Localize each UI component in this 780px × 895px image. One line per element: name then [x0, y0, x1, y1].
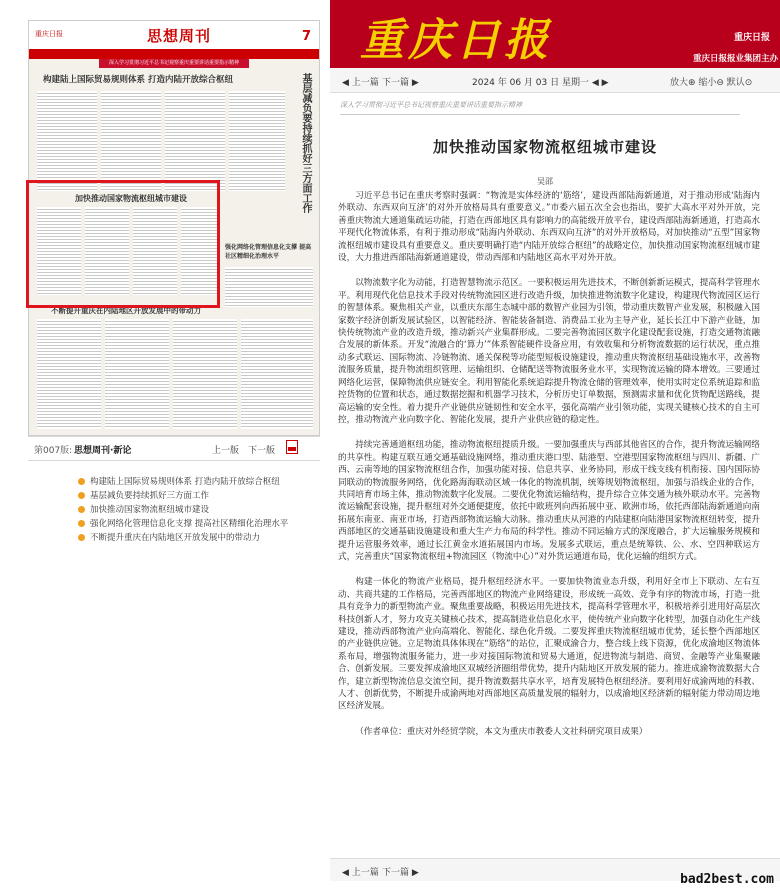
- thumb-section-title: 思想周刊: [147, 27, 212, 45]
- publisher-label: 重庆日报报业集团主办: [692, 54, 778, 64]
- thumb-column: [37, 91, 97, 191]
- edition-row: [34, 440, 320, 458]
- article-paragraph: 持续完善通道枢纽功能，推动物流枢纽提质升级。一要加强重庆与西部其他省区的合作，提升物流运输网络的共享性。构建互联互通交通基础设施网络，推动重庆港口型、陆港型、空港型国家物流枢纽与四川、新疆、广西、云南等地的国家物流枢纽合作，加强功能对接、信息共享、业务协同，形成干线支线有机衔接、国内国际协同联动的物流服务网络，优化路海海联动区域一体化的物流机制，统筹规划物流枢纽，加强与沿线企业的合作，共同培育市场主体，推动物流数字化发展。二要优化物流运输结构，提升综合立体交通为核外联动水平。完善物流运输配套设施，提升枢纽对外交通便捷度，依托中欧班列向西拓展中亚、欧洲市场，依托西部陆海新通道向南拓展东南亚、南亚市场，打造西部物流运输大动脉。推动重庆从河港的内陆建枢向陆港国家物流枢纽转变，提升西部地区的交通基础设施建设和重大生产力布局的科学性。推动不同运输方式的深度融合，扩大运输服务规模和提升运营服务效率，通过长江黄金水道拓展国内市场。发展多式联运，重点是统筹铁、公、水、空四种联运方式，完善重庆“国家物流枢纽+物流园区（物流中心）”对外货运通道布局，优化运输的组织方式。: [338, 440, 760, 562]
- article-link[interactable]: 加快推动国家物流枢纽城市建设: [90, 505, 210, 515]
- prev-article-link[interactable]: ◀ 上一篇: [342, 78, 379, 88]
- top-navbar: [330, 68, 780, 93]
- list-item[interactable]: [78, 476, 318, 488]
- thumb-headline-top: 构建陆上国际贸易规则体系 打造内陆开放综合枢纽: [43, 75, 233, 85]
- article-paragraph: 以物流数字化为动能，打造智慧物流示范区。一要积极运用先进技术，不断创新新运模式，提高科学管理水平。利用现代化信息技术手段对传统物流园区进行改造升级，加快推进物流数字化建设，构建现代物流园区运行的智慧体系。聚焦相关产业，以重庆东部生态城中部的数智产业园为引领，带动重庆数智产业发展，积极融入国家数字经济创新发展试验区，以智能经济、智能装备制造、消费品工业为主导产业，延长长江中下游产业链，加快传统物流产业的改造升级，推动新兴产业集群形成。二要完善物流园区数字化建设配套设施，打造交通物流融合发展的新体系。开发“流融合的‘算力’”体系智能硬件设备应用，有效收集和分析物流数据的运行状况，重点推动多式联运、国际物流、冷链物流、通关保税等功能型短板设施建设，推动重庆物流枢纽基础设施水平，改善物流服务质量，提升物流组织管理、运输组织、仓储配送等物流服务业水平，实现物流运输的降本增效。三要通过网络化运营，保障物流供应链安全。利用智能化系统追踪提升物流仓储的管理效率，使用实时定位系统追踪和监控货物的位置和状态，通过数据挖掘和机器学习技术，分析历史订单数据，预测需求量和优化货物配送路线，提高运输的安全性。着力提升产业链供应链韧性和安全水平，强化高端产业引领功能，实现关键核心技术的自主可控，推动物流产业向数字化、智能化发展，提升产业供应链的稳定性。: [338, 278, 760, 425]
- thumb-column: [37, 319, 101, 429]
- watermark: bad2best.com: [680, 872, 774, 887]
- article-author: 吴邵: [537, 177, 553, 186]
- next-article-link[interactable]: 下一篇 ▶: [382, 78, 419, 88]
- article-link[interactable]: 基层减负要持续抓好三方面工作: [90, 491, 210, 501]
- thumb-headline-highlight: 加快推动国家物流枢纽城市建设: [75, 193, 187, 203]
- thumb-brand: 重庆日报: [35, 30, 63, 38]
- bullet-icon: [78, 478, 85, 485]
- article-link[interactable]: 不断提升重庆在内陆地区开放发展中的带动力: [90, 533, 261, 543]
- next-article-link-bottom[interactable]: 下一篇 ▶: [382, 868, 419, 878]
- thumb-column: [105, 319, 169, 429]
- divider: [28, 460, 320, 461]
- left-panel: [0, 0, 330, 895]
- thumb-banner: 深入学习贯彻习近平总书记视察重庆重要讲话重要指示精神: [99, 59, 249, 68]
- bullet-icon: [78, 534, 85, 541]
- thumb-headline-bottom: 不断提升重庆在内陆地区开放发展中的带动力: [51, 306, 201, 315]
- list-item[interactable]: [78, 490, 318, 502]
- pdf-icon[interactable]: [286, 440, 298, 454]
- article-body: [338, 190, 760, 751]
- edition-label: 第007版:: [34, 446, 73, 456]
- masthead: [330, 0, 780, 68]
- thumb-vertical-headline: 基层减负要持续抓好三方面工作: [300, 73, 311, 213]
- zoom-controls[interactable]: 放大⊕ 缩小⊖ 默认⊙: [670, 78, 753, 88]
- bullet-icon: [78, 520, 85, 527]
- bullet-icon: [78, 492, 85, 499]
- list-item[interactable]: [78, 504, 318, 516]
- newspaper-logo: 重庆日报: [360, 15, 552, 66]
- list-item[interactable]: [78, 532, 318, 544]
- article-banner-line: 深入学习贯彻习近平总书记视察重庆重要讲话重要指示精神: [340, 101, 522, 109]
- article-title: 加快推动国家物流枢纽城市建设: [432, 138, 657, 156]
- thumb-column: [101, 91, 161, 191]
- divider: [28, 436, 320, 437]
- thumb-headline-right: 强化网络化管理信息化支撑 提高社区精细化治理水平: [225, 244, 312, 260]
- article-link[interactable]: 强化网络化管理信息化支撑 提高社区精细化治理水平: [90, 519, 289, 529]
- thumb-red-bar: [29, 49, 319, 59]
- next-edition-link[interactable]: 下一版: [248, 446, 276, 456]
- thumb-column: [165, 91, 225, 191]
- thumb-column: [241, 319, 313, 429]
- list-item[interactable]: [78, 518, 318, 530]
- author-note: （作者单位：重庆对外经贸学院，本文为重庆市教委人文社科研究项目成果）: [355, 726, 648, 737]
- issue-date[interactable]: 2024 年 06 月 03 日 星期一 ◀ ▶: [472, 78, 609, 88]
- prev-edition-link[interactable]: 上一版: [212, 446, 240, 456]
- thumb-column: [225, 267, 313, 307]
- article-paragraph: 习近平总书记在重庆考察时强调：“物流是实体经济的‘筋络’，建设西部陆海新通道，对于推动形成‘陆海内外联动、东西双向互济’的对外开放格局具有重要意义。”市委六届五次全会也指出，要扩大高水平对外开放，完善重庆物流大通道集疏运功能，打造在西部地区具有影响力的高能级开放平台，建设西部陆海新通道，打造高水平现代化物流体系，有利于推动形成“陆海内外联动、东西双向互济”的对外开放格局，对加快推动“五型”国家物流枢纽城市建设具有重要意义。重庆要明确打造“内陆开放综合枢纽”的战略定位，加快推动国家物流枢纽城市建设，大力推进西部陆海新通道建设，带动西部和内陆地区高水平对外开放。: [338, 191, 760, 264]
- prev-article-link-bottom[interactable]: ◀ 上一篇: [342, 868, 379, 878]
- divider: [340, 114, 740, 115]
- article-paragraph: 构建一体化的物流产业格局，提升枢纽经济水平。一要加快物流业态升级，利用好全市上下联动、左右互动、共商共建的工作格局，完善西部地区的物流产业网络建设，形成统一高效、竞争有序的物流市场，打造一批具有竞争力的新型物流产业。聚焦重要战略，积极运用先进技术，提高科学管理水平，积极培养引进用好高层次科技创新人才，努力攻克关键核心技术，提高制造业信息化水平，使传统产业向数字化转型，加强自动化生产线建设，推动西部物流产业向高端化、智能化、绿色化升级。二要发挥重庆物流枢纽城市优势，延长整个西部地区的产业链供应链。立足物流具体体现在“筋络”的站位，汇聚成渝合力，整合线上线下资源，优化成渝地区物流体系布局，增强物流服务能力，进一步对接国际物流和贸易大通道，促进物流与制造、商贸、金融等产业集聚融合、创新发展。三要发挥成渝地区双城经济圈组带优势，提升内陆地区开放发展的能力。推进成渝物流数据大合作，建立新型物流信息交流空间，提升物流数据共享水平，培育发展特色枢纽经济。要利用好成渝两地的科教、人才、创新优势，不断提升成渝两地对西部地区高质量发展的辐射力，以成渝地区经济新的辐射能力带动周边地区经济发展。: [338, 577, 760, 712]
- thumb-header: [29, 21, 319, 49]
- article-list: [78, 476, 318, 546]
- bullet-icon: [78, 506, 85, 513]
- thumb-page-number: 7: [301, 29, 311, 44]
- thumb-column: [229, 91, 285, 191]
- edition-name[interactable]: 思想周刊·新论: [74, 446, 132, 456]
- article-highlight-box[interactable]: [26, 180, 220, 308]
- city-label: 重庆日报: [733, 33, 770, 43]
- article-link[interactable]: 构建陆上国际贸易规则体系 打造内陆开放综合枢纽: [90, 477, 280, 487]
- thumb-column: [173, 319, 237, 429]
